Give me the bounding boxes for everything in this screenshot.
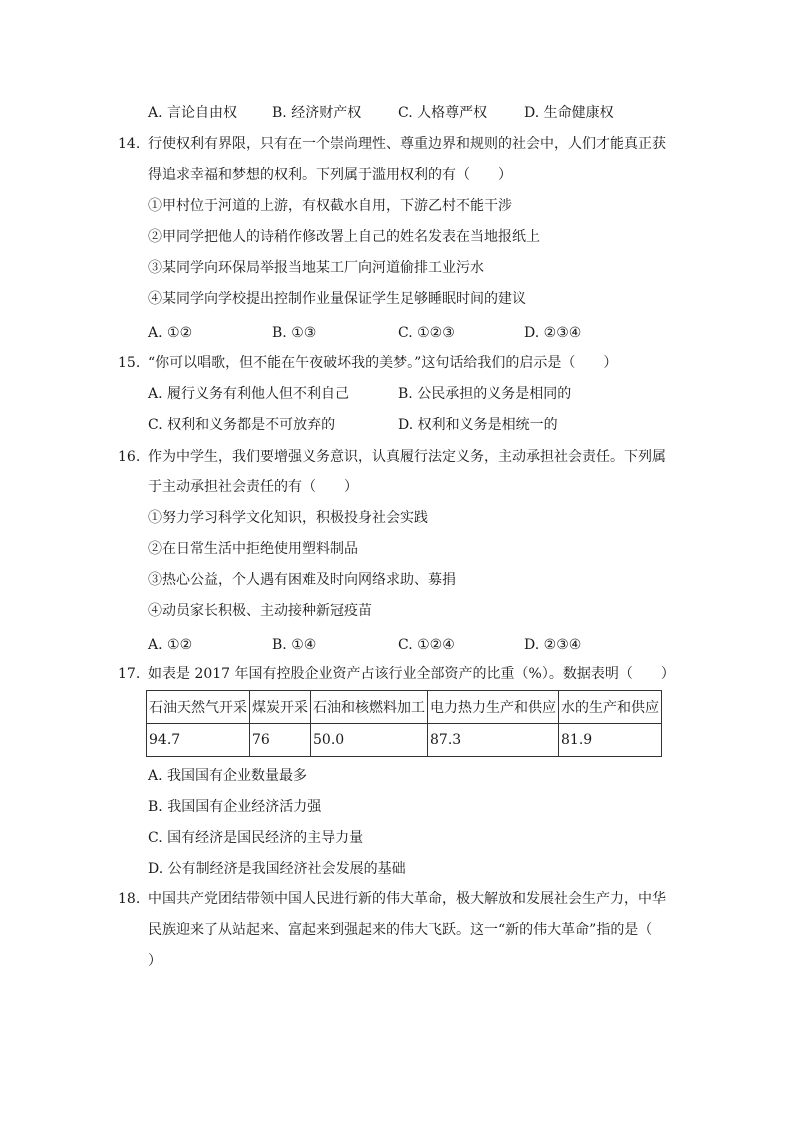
option-text: 履行义务有利他人但不利自己 — [167, 386, 350, 402]
q14-number: 14. — [118, 136, 141, 152]
option-letter: B. — [398, 386, 413, 402]
option-letter: C. — [148, 417, 163, 433]
q13-option-a — [148, 104, 237, 122]
option-text: 公民承担的义务是相同的 — [417, 386, 572, 402]
q18-stem-line-3: ） — [148, 953, 162, 969]
q16-stem-line-1: 作为中学生，我们要增强义务意识，认真履行法定义务，主动承担社会责任。下列属 — [148, 449, 666, 465]
q14-option-d — [524, 324, 581, 342]
option-letter: D. — [148, 861, 164, 877]
option-text: 言论自由权 — [167, 105, 238, 121]
q16-statement-3: ③热心公益，个人遇有困难及时向网络求助、募捐 — [148, 572, 456, 588]
q16-stem-line-2: 于主动承担社会责任的有（ ） — [148, 479, 358, 495]
q17-number: 17. — [118, 666, 141, 682]
table-row — [147, 724, 662, 757]
q18-stem-line-2: 民族迎来了从站起来、富起来到强起来的伟大飞跃。这一“新的伟大革命”指的是（ — [148, 922, 653, 938]
q16-statement-2: ②在日常生活中拒绝使用塑料制品 — [148, 541, 358, 557]
option-letter: A. — [148, 386, 163, 402]
option-text: ①②④ — [417, 637, 455, 653]
q17-option-b — [148, 798, 321, 816]
option-letter: D. — [398, 417, 414, 433]
q16-number: 16. — [118, 449, 141, 465]
option-letter: A. — [148, 637, 163, 653]
option-text: 我国国有企业经济活力强 — [167, 799, 322, 815]
q14-stem-line-2: 得追求幸福和梦想的权利。下列属于滥用权利的有（ ） — [148, 167, 512, 183]
q14-statement-1: ①甲村位于河道的上游，有权截水自用，下游乙村不能干涉 — [148, 198, 512, 214]
option-letter: D. — [524, 637, 540, 653]
option-text: 我国国有企业数量最多 — [167, 768, 308, 784]
q14-option-a — [148, 324, 192, 342]
q15-stem-line-1: “你可以唱歌，但不能在午夜破坏我的美梦。”这句话给我们的启示是（ ） — [148, 355, 618, 371]
table-cell: 50.0 — [311, 724, 428, 757]
q14-statement-3: ③某同学向环保局举报当地某工厂向河道偷排工业污水 — [148, 260, 484, 276]
q18-number: 18. — [118, 891, 141, 907]
q15-option-c — [148, 416, 335, 434]
option-text: 人格尊严权 — [417, 105, 488, 121]
q17-option-c — [148, 829, 363, 847]
option-letter: B. — [272, 105, 287, 121]
q16-option-d — [524, 636, 581, 654]
q14-option-b — [272, 324, 316, 342]
option-letter: A. — [148, 325, 163, 341]
option-letter: B. — [272, 325, 287, 341]
q15-option-b — [398, 385, 571, 403]
table-cell: 94.7 — [147, 724, 250, 757]
q14-stem-line-1: 行使权利有界限，只有在一个崇尚理性、尊重边界和规则的社会中，人们才能真正获 — [148, 136, 666, 152]
q17-data-table — [146, 690, 662, 757]
table-cell: 76 — [250, 724, 311, 757]
option-letter: C. — [398, 325, 413, 341]
q17-option-d — [148, 860, 406, 878]
option-text: 权利和义务是相统一的 — [417, 417, 558, 433]
table-cell: 87.3 — [428, 724, 559, 757]
option-letter: C. — [398, 637, 413, 653]
option-text: 生命健康权 — [543, 105, 614, 121]
q13-option-b — [272, 104, 361, 122]
option-letter: C. — [148, 830, 163, 846]
q16-option-b — [272, 636, 316, 654]
table-cell: 81.9 — [559, 724, 662, 757]
q16-statement-4: ④动员家长积极、主动接种新冠疫苗 — [148, 603, 372, 619]
q16-option-a — [148, 636, 192, 654]
q13-option-d — [524, 104, 614, 122]
q16-statement-1: ①努力学习科学文化知识，积极投身社会实践 — [148, 510, 428, 526]
option-text: ①② — [167, 325, 193, 341]
q17-option-a — [148, 767, 307, 785]
q18-stem-line-1: 中国共产党团结带领中国人民进行新的伟大革命，极大解放和发展社会生产力，中华 — [148, 891, 666, 907]
option-text: ①③ — [291, 325, 317, 341]
option-text: ①②③ — [417, 325, 455, 341]
q15-number: 15. — [118, 355, 141, 371]
q14-option-c — [398, 324, 455, 342]
option-text: 国有经济是国民经济的主导力量 — [167, 830, 364, 846]
table-header-row — [147, 691, 662, 724]
option-text: ①④ — [291, 637, 317, 653]
q13-option-c — [398, 104, 487, 122]
q17-stem-line-1: 如表是 2017 年国有控股企业资产占该行业全部资产的比重（%）。数据表明（ ） — [148, 666, 675, 682]
q14-statement-2: ②甲同学把他人的诗稍作修改署上自己的姓名发表在当地报纸上 — [148, 229, 540, 245]
option-text: ①② — [167, 637, 193, 653]
option-text: 经济财产权 — [291, 105, 362, 121]
table-header-cell: 煤炭开采 — [250, 691, 311, 724]
option-text: 权利和义务都是不可放弃的 — [167, 417, 336, 433]
table-header-cell: 水的生产和供应 — [559, 691, 662, 724]
option-letter: A. — [148, 768, 163, 784]
option-text: ②③④ — [543, 325, 582, 341]
option-letter: A. — [148, 105, 163, 121]
option-letter: C. — [398, 105, 413, 121]
table-header-cell: 石油和核燃料加工 — [311, 691, 428, 724]
q16-option-c — [398, 636, 455, 654]
q14-statement-4: ④某同学向学校提出控制作业量保证学生足够睡眠时间的建议 — [148, 291, 526, 307]
option-text: 公有制经济是我国经济社会发展的基础 — [167, 861, 406, 877]
option-letter: B. — [272, 637, 287, 653]
q15-option-d — [398, 416, 558, 434]
option-letter: D. — [524, 105, 540, 121]
table-header-cell: 电力热力生产和供应 — [428, 691, 559, 724]
option-letter: B. — [148, 799, 163, 815]
option-letter: D. — [524, 325, 540, 341]
table-header-cell: 石油天然气开采 — [147, 691, 250, 724]
option-text: ②③④ — [543, 637, 582, 653]
q15-option-a — [148, 385, 349, 403]
